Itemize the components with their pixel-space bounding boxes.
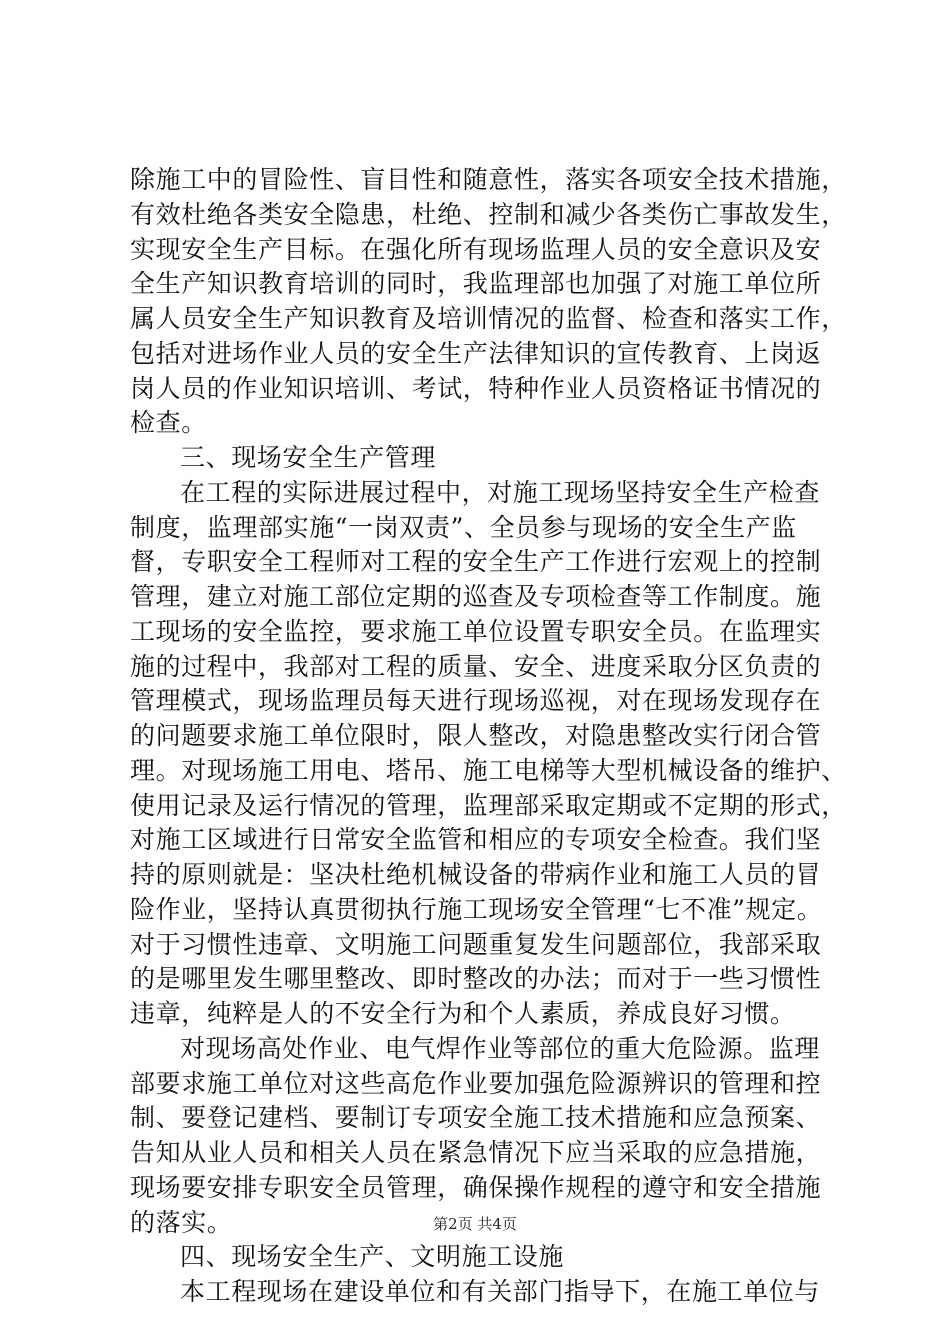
text-line: 有效杜绝各类安全隐患，杜绝、控制和减少各类伤亡事故发生，: [130, 199, 847, 229]
text-line: 对于习惯性违章、文明施工问题重复发生问题部位，我部采取: [130, 929, 822, 959]
text-line: 的是哪里发生哪里整改、即时整改的办法；而对于一些习惯性: [130, 964, 822, 994]
text-line: 持的原则就是：坚决杜绝机械设备的带病作业和施工人员的冒: [130, 860, 822, 889]
text-line: 管理，建立对施工部位定期的巡查及专项检查等工作制度。施: [130, 582, 822, 611]
text-line: 在工程的实际进展过程中，对施工现场坚持安全生产检查: [180, 477, 821, 507]
text-line: 管理模式，现场监理员每天进行现场巡视，对在现场发现存在: [130, 686, 822, 716]
text-line: 实现安全生产目标。在强化所有现场监理人员的安全意识及安: [130, 234, 822, 264]
text-line: 制度，监理部实施“一岗双责”、全员参与现场的安全生产监: [130, 512, 797, 542]
text-line: 违章，纯粹是人的不安全行为和个人素质，养成良好习惯。: [130, 999, 796, 1028]
text-line: 除施工中的冒险性、盲目性和随意性，落实各项安全技术措施，: [130, 165, 847, 194]
text-line: 检查。: [130, 408, 207, 438]
text-line: 工现场的安全监控，要求施工单位设置专职安全员。在监理实: [130, 616, 822, 646]
text-line: 属人员安全生产知识教育及培训情况的监督、检查和落实工作，: [130, 304, 847, 333]
page-footer: 第2页 共4页: [433, 1215, 517, 1233]
text-line: 全生产知识教育培训的同时，我监理部也加强了对施工单位所: [130, 269, 822, 299]
section-heading: 四、现场安全生产、文明施工设施: [180, 1242, 565, 1272]
body-text: [130, 163, 850, 1310]
text-line: 的落实。: [130, 1207, 233, 1237]
text-line: 险作业，坚持认真贯彻执行施工现场安全管理“七不准”规定。: [130, 894, 823, 924]
text-line: 督，专职安全工程师对工程的安全生产工作进行宏观上的控制: [130, 547, 822, 577]
text-line: 理。对现场施工用电、塔吊、施工电梯等大型机械设备的维护、: [130, 755, 847, 785]
text-line: 使用记录及运行情况的管理，监理部采取定期或不定期的形式，: [130, 790, 847, 820]
text-line: 的问题要求施工单位限时，限人整改，对隐患整改实行闭合管: [130, 721, 822, 750]
text-line: 对现场高处作业、电气焊作业等部位的重大危险源。监理: [180, 1033, 821, 1063]
text-line: 制、要登记建档、要制订专项安全施工技术措施和应急预案、: [130, 1103, 822, 1133]
text-line: 本工程现场在建设单位和有关部门指导下，在施工单位与: [180, 1277, 821, 1306]
text-line: 对施工区域进行日常安全监管和相应的专项安全检查。我们坚: [130, 825, 822, 855]
text-line: 施的过程中，我部对工程的质量、安全、进度采取分区负责的: [130, 651, 822, 681]
text-line: 包括对进场作业人员的安全生产法律知识的宣传教育、上岗返: [130, 338, 822, 368]
section-heading: 三、现场安全生产管理: [180, 443, 437, 472]
text-line: 告知从业人员和相关人员在紧急情况下应当采取的应急措施，: [130, 1138, 822, 1167]
text-line: 现场要安排专职安全员管理，确保操作规程的遵守和安全措施: [130, 1172, 822, 1202]
text-line: 部要求施工单位对这些高危作业要加强危险源辨识的管理和控: [130, 1068, 822, 1098]
text-line: 岗人员的作业知识培训、考试，特种作业人员资格证书情况的: [130, 373, 822, 403]
